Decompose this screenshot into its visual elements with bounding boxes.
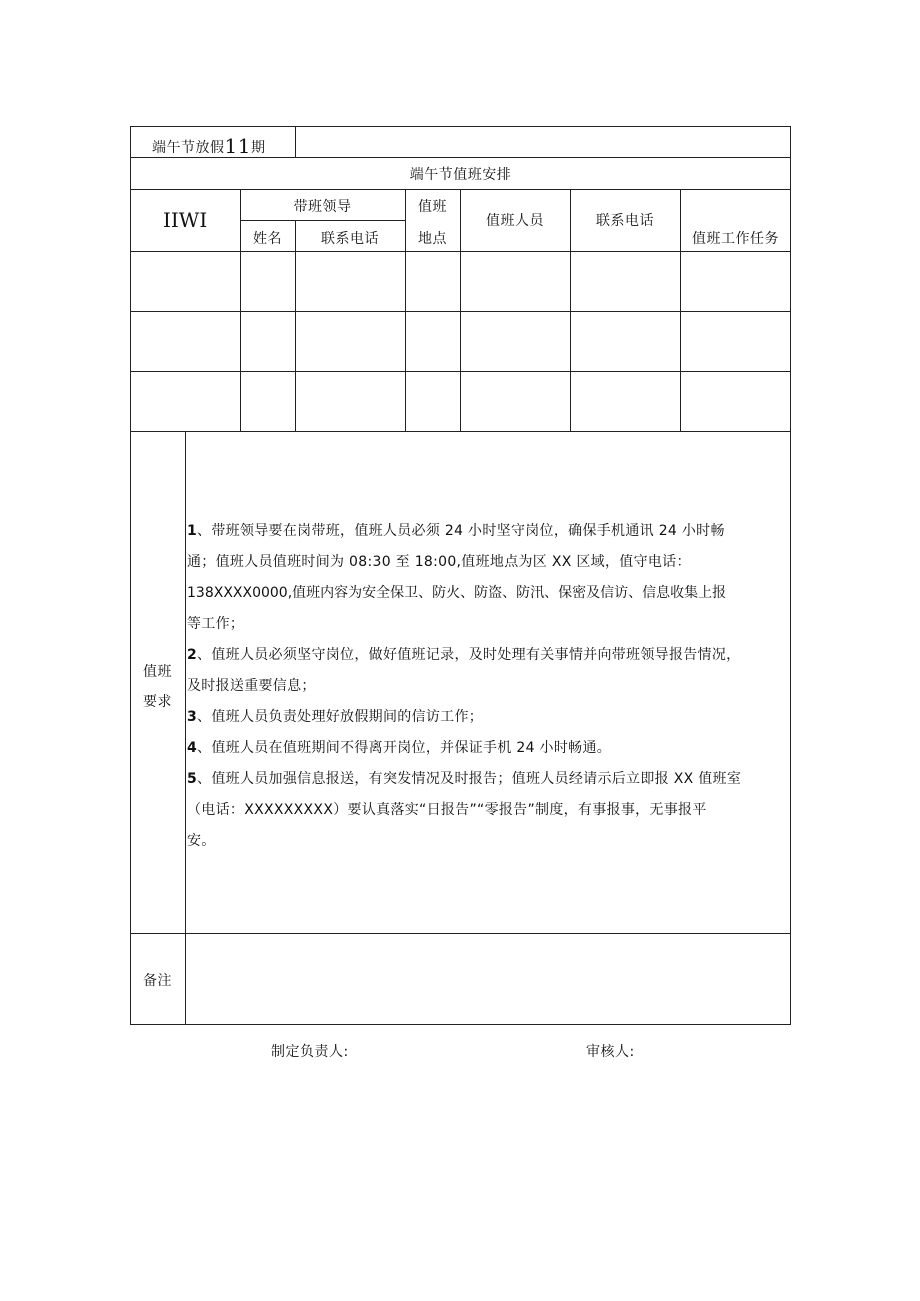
requirement-line: 通；值班人员值班时间为 08:30 至 18:00,值班地点为区 XX 区域，值守电话： [187,554,691,570]
requirement-line: 等工作； [187,616,245,632]
column-leader-group: 带班领导 [293,199,352,215]
table-border-bottom [130,1024,791,1025]
table-border-top [130,126,791,127]
table-title: 端午节值班安排 [409,167,512,183]
period-suffix: 期 [250,140,266,156]
maker-label: 制定负责人: [271,1044,349,1060]
remarks-content [190,940,785,1020]
requirements-text [187,516,791,857]
remarks-label: 备注 [143,973,172,989]
period-label [152,133,265,157]
table-line [130,933,791,934]
table-row [131,312,790,371]
column-leader-phone: 联系电话 [321,231,379,247]
period-prefix: 端午节放假 [152,140,225,156]
requirement-line: 及时报送重要信息； [187,678,316,694]
table-row [131,372,790,431]
requirement-line: 5、值班人员加强信息报送，有突发情况及时报告；值班人员经请示后立即报 XX 值班室 [187,771,742,787]
column-location-line1: 值班 [418,199,447,215]
table-line [185,431,186,1025]
period-number: 11 [224,134,251,158]
requirement-line: 4、值班人员在值班期间不得离开岗位，并保证手机 24 小时畅通。 [187,740,612,756]
requirement-line: 1、带班领导要在岗带班，值班人员必须 24 小时坚守岗位，确保手机通讯 24 小时畅 [187,523,725,539]
requirement-line: （电话：XXXXXXXXX）要认真落实“日报告”“零报告”制度，有事报事，无事报平 [187,802,707,818]
table-line [130,431,791,432]
column-location-line2: 地点 [418,231,447,247]
column-leader-name: 姓名 [253,231,282,247]
requirement-line: 安。 [187,833,216,849]
requirement-line: 138XXXX0000,值班内容为安全保卫、防火、防盗、防汛、保密及信访、信息收集上报 [187,585,727,601]
column-task: 值班工作任务 [692,231,779,247]
table-row [131,252,790,311]
requirement-line: 2、值班人员必须坚守岗位，做好值班记录，及时处理有关事情并向带班领导报告情况， [187,647,741,663]
table-line [295,126,296,157]
reviewer-label: 审核人: [586,1044,635,1060]
requirements-label-line1: 值班 [143,664,172,680]
column-contact-phone: 联系电话 [596,213,654,229]
requirement-line: 3、值班人员负责处理好放假期间的信访工作； [187,709,484,725]
table-line [240,220,405,221]
column-iiwi: IIWI [163,208,208,232]
column-staff: 值班人员 [486,213,544,229]
requirements-label-line2: 要求 [143,694,172,710]
